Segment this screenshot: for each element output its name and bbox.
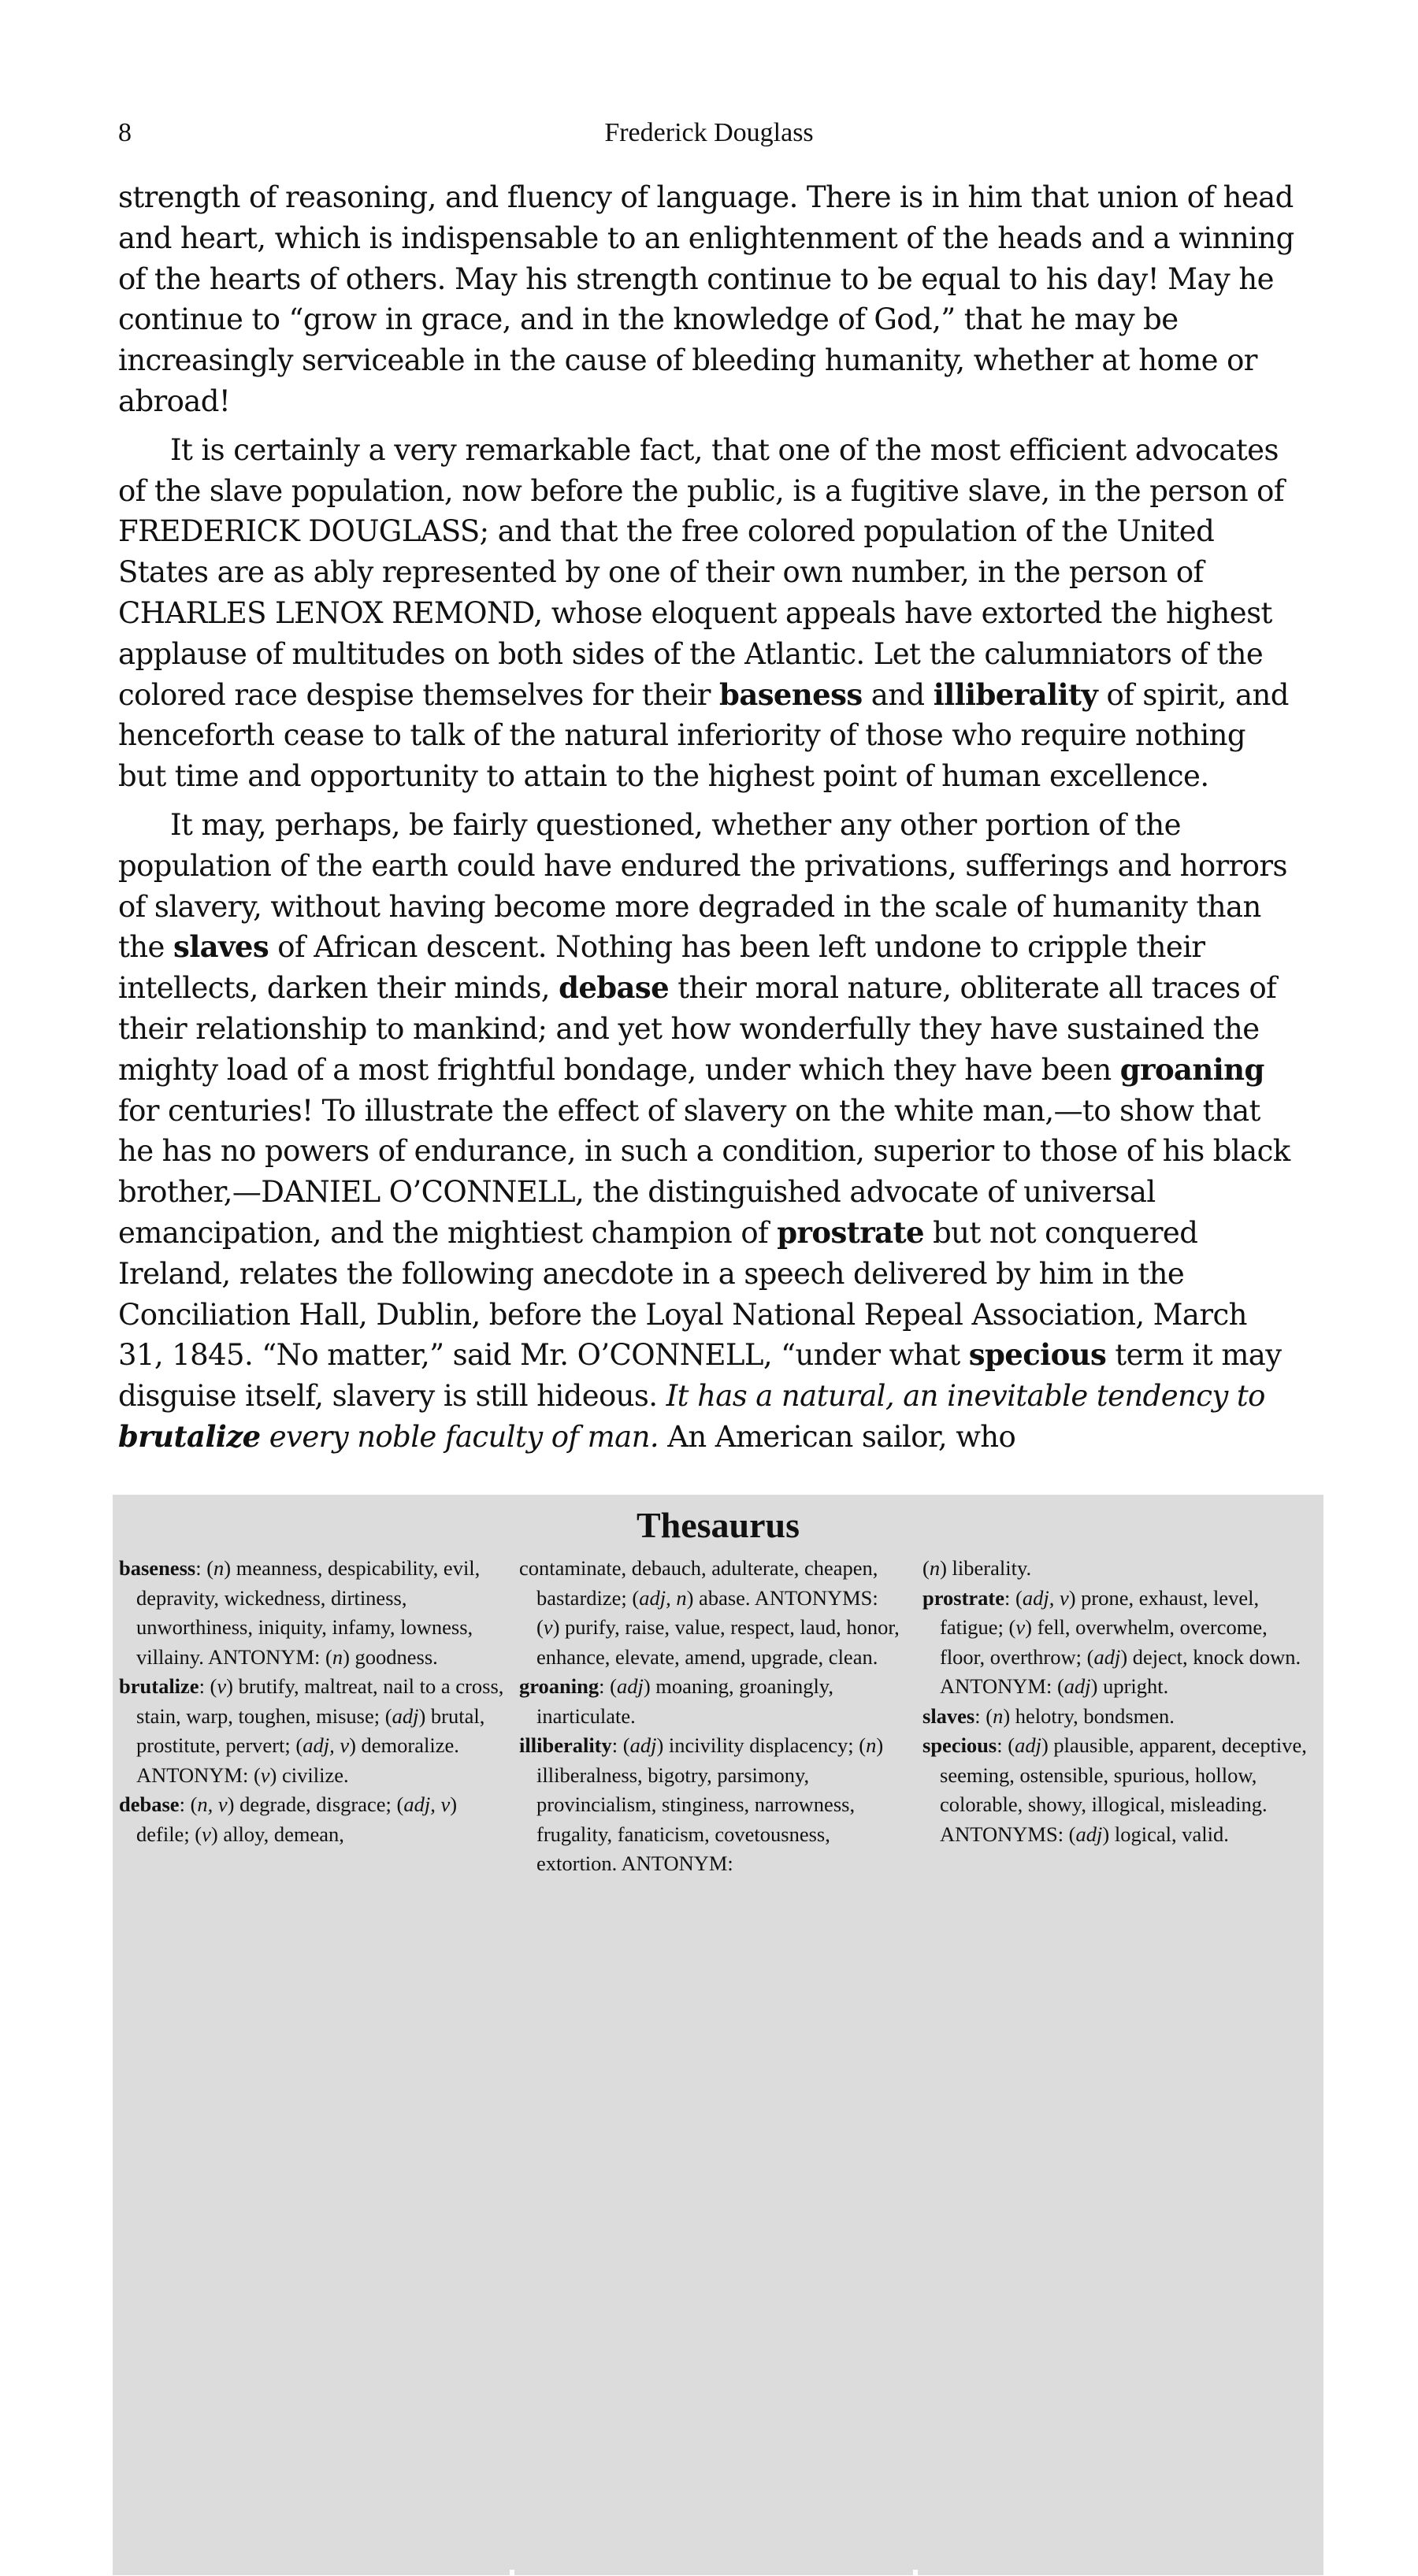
italic-text: v bbox=[260, 1762, 270, 1787]
thesaurus-entry bbox=[119, 1790, 505, 1849]
text-run: ) degrade, disgrace; ( bbox=[227, 1792, 404, 1816]
italic-text: every noble faculty of man. bbox=[260, 1419, 659, 1454]
text-run: ) helotry, bondsmen. bbox=[1003, 1703, 1175, 1728]
italic-text: adj bbox=[1075, 1822, 1103, 1846]
page-number: 8 bbox=[118, 118, 132, 147]
thesaurus-entry bbox=[922, 1584, 1308, 1702]
text-run: : ( bbox=[199, 1674, 217, 1698]
italic-text: v bbox=[202, 1822, 211, 1846]
text-run: It may, perhaps, be fairly questioned, whether any other portion of the population of the earth could have endured the privations, sufferings and horrors of slavery, without having become more degraded in the scale of humanity than the bbox=[118, 807, 1287, 965]
bold-term: specious bbox=[968, 1337, 1107, 1373]
text-run: ) goodness. bbox=[343, 1644, 438, 1669]
text-run: An American sailor, who bbox=[659, 1419, 1016, 1454]
italic-text: adj bbox=[1093, 1644, 1121, 1669]
text-run: their moral nature, obliterate all traces of their relationship to mankind; and yet how wonderfully they have sustained the mighty load of a most frightful bondage, under which they have been bbox=[118, 971, 1277, 1087]
thesaurus-entry bbox=[119, 1672, 505, 1790]
bold-term: slaves bbox=[173, 929, 269, 965]
text-run: ( bbox=[922, 1556, 930, 1580]
text-run: ) abase. ANTONYMS: ( bbox=[536, 1585, 878, 1639]
italic-text: n bbox=[332, 1644, 343, 1669]
text-run: : ( bbox=[974, 1703, 993, 1728]
paragraph bbox=[118, 430, 1300, 797]
italic-text: adj, v bbox=[303, 1733, 350, 1757]
bold-term: prostrate bbox=[777, 1214, 924, 1250]
italic-text: adj bbox=[1015, 1733, 1041, 1757]
text-run: ) logical, valid. bbox=[1102, 1822, 1229, 1846]
italic-text: adj, v bbox=[1022, 1585, 1069, 1610]
italic-text: adj bbox=[392, 1703, 419, 1728]
italic-text: v bbox=[217, 1674, 227, 1698]
text-run: contaminate, debauch, adulterate, cheapen, bastardize; ( bbox=[519, 1556, 878, 1610]
bold-term: specious bbox=[922, 1733, 997, 1757]
text-run: ) incivility displacency; ( bbox=[656, 1733, 867, 1757]
text-run: for centuries! To illustrate the effect of slavery on the white man,—to show that he has no powers of endurance, in such a condition, superior to those of his black brother,—DANIEL O’CONNELL, the distinguished advocate of universal emancipation, and the mightiest champion of bbox=[118, 1093, 1290, 1250]
bold-term: illiberality bbox=[933, 676, 1098, 712]
thesaurus-entry bbox=[922, 1554, 1308, 1584]
thesaurus-entry bbox=[519, 1672, 905, 1731]
text-run: ) moaning, groaningly, inarticulate. bbox=[536, 1674, 833, 1728]
bold-term: debase bbox=[559, 970, 670, 1006]
thesaurus-box bbox=[113, 1495, 1323, 2575]
italic-text: v bbox=[1015, 1615, 1026, 1639]
text-run: of African descent. Nothing has been left undone to cripple their intellects, darken their minds, bbox=[118, 930, 1205, 1006]
thesaurus-title: Thesaurus bbox=[636, 1505, 800, 1545]
thesaurus-entry bbox=[519, 1731, 905, 1879]
italic-text: adj, v bbox=[403, 1792, 451, 1816]
bold-term: brutalize bbox=[118, 1418, 261, 1454]
bold-term: debase bbox=[119, 1792, 180, 1816]
text-run: ) brutify, maltreat, nail to a cross, stain, warp, toughen, misuse; ( bbox=[136, 1674, 504, 1728]
text-run: : ( bbox=[179, 1792, 198, 1816]
running-head bbox=[118, 118, 1300, 158]
text-run: ) meanness, despicability, evil, depravity, wickedness, dirtiness, unworthiness, iniquity, infamy, lowness, villainy. ANTONYM: ( bbox=[136, 1556, 481, 1669]
bold-term: baseness bbox=[119, 1556, 196, 1580]
text-run: : ( bbox=[195, 1556, 214, 1580]
bold-term: baseness bbox=[719, 676, 863, 712]
thesaurus-entry bbox=[519, 1554, 905, 1672]
text-run: ) fell, overwhelm, overcome, floor, overthrow; ( bbox=[940, 1615, 1268, 1669]
text-run: ) plausible, apparent, deceptive, seeming, ostensible, spurious, hollow, colorable, showy, illogical, misleading. ANTONYMS: ( bbox=[940, 1733, 1307, 1846]
bold-term: illiberality bbox=[519, 1733, 612, 1757]
column-divider bbox=[510, 2570, 514, 2576]
italic-text: n, v bbox=[197, 1792, 228, 1816]
italic-text: adj bbox=[616, 1674, 644, 1698]
text-run: : ( bbox=[611, 1733, 630, 1757]
text-run: ) liberality. bbox=[940, 1556, 1032, 1580]
italic-text: adj bbox=[1064, 1674, 1091, 1698]
body-text bbox=[118, 177, 1300, 1466]
italic-text: adj, n bbox=[639, 1585, 687, 1610]
text-run: ) civilize. bbox=[269, 1762, 349, 1787]
italic-text: n bbox=[213, 1556, 225, 1580]
text-run: and bbox=[862, 677, 934, 712]
bold-term: prostrate bbox=[922, 1585, 1005, 1610]
paragraph bbox=[118, 805, 1300, 1458]
bold-term: groaning bbox=[519, 1674, 599, 1698]
text-run: ) prone, exhaust, level, fatigue; ( bbox=[940, 1585, 1260, 1639]
text-run: ) defile; ( bbox=[136, 1792, 458, 1846]
text-run: ) alloy, demean, bbox=[210, 1822, 344, 1846]
text-run: ) purify, raise, value, respect, laud, honor, enhance, elevate, amend, upgrade, clean. bbox=[536, 1615, 900, 1669]
text-run: It is certainly a very remarkable fact, that one of the most efficient advocates of the slave population, now before the public, is a fugitive slave, in the person of FREDERICK DOUGLASS; and that the free colored population of the United States are as ably represented by one of their own number, in the person of CHARLES LENOX REMOND, whose eloquent appeals have extorted the highest applause of multitudes on both sides of the Atlantic. Let the calumniators of the colored race despise themselves for their bbox=[118, 432, 1284, 712]
column-divider bbox=[913, 2570, 918, 2576]
thesaurus-entry bbox=[922, 1731, 1308, 1849]
italic-text: n bbox=[866, 1733, 877, 1757]
italic-text: It has a natural, an inevitable tendency to bbox=[666, 1379, 1265, 1414]
thesaurus-column bbox=[519, 1554, 905, 1879]
bold-term: brutalize bbox=[119, 1674, 199, 1698]
italic-text: v bbox=[543, 1615, 553, 1639]
text-run: term it may disguise itself, slavery is still hideous. bbox=[118, 1338, 1282, 1414]
thesaurus-column bbox=[922, 1554, 1308, 1849]
italic-text: n bbox=[993, 1703, 1004, 1728]
text-run: : ( bbox=[997, 1733, 1015, 1757]
thesaurus-entry bbox=[922, 1702, 1308, 1732]
page-header-title: Frederick Douglass bbox=[604, 118, 814, 147]
text-run: ) demoralize. ANTONYM: ( bbox=[136, 1733, 459, 1787]
text-run: ) brutal, prostitute, pervert; ( bbox=[136, 1703, 485, 1757]
italic-text: adj bbox=[629, 1733, 657, 1757]
bold-term: slaves bbox=[922, 1703, 975, 1728]
italic-text: n bbox=[929, 1556, 941, 1580]
text-run: but not conquered Ireland, relates the following anecdote in a speech delivered by him in the Conciliation Hall, Dublin, before the Loyal National Repeal Association, March 31, 1845. “No matter,” said Mr. O’CONNELL, “under what bbox=[118, 1215, 1247, 1373]
text-run: ) deject, knock down. ANTONYM: ( bbox=[940, 1644, 1301, 1698]
text-run: : ( bbox=[599, 1674, 617, 1698]
paragraph bbox=[118, 177, 1300, 422]
text-run: : ( bbox=[1004, 1585, 1023, 1610]
text-run: of spirit, and henceforth cease to talk of the natural inferiority of those who require nothing but time and opportunity to attain to the highest point of human excellence. bbox=[118, 677, 1289, 794]
text-run: ) upright. bbox=[1090, 1674, 1169, 1698]
thesaurus-entry bbox=[119, 1554, 505, 1672]
text-run: strength of reasoning, and fluency of language. There is in him that union of head and heart, which is indispensable to an enlightenment of the heads and a winning of the hearts of others. May his strength continue to be equal to his day! May he continue to “grow in grace, and in the knowledge of God,” that he may be increasingly serviceable in the cause of bleeding humanity, whether at home or abroad! bbox=[118, 180, 1294, 418]
text-run: ) illiberalness, bigotry, parsimony, provincialism, stinginess, narrowness, frugality, fanaticism, covetousness, extortion. ANTONYM: bbox=[536, 1733, 884, 1875]
bold-term: groaning bbox=[1119, 1051, 1264, 1087]
thesaurus-column bbox=[119, 1554, 505, 1849]
